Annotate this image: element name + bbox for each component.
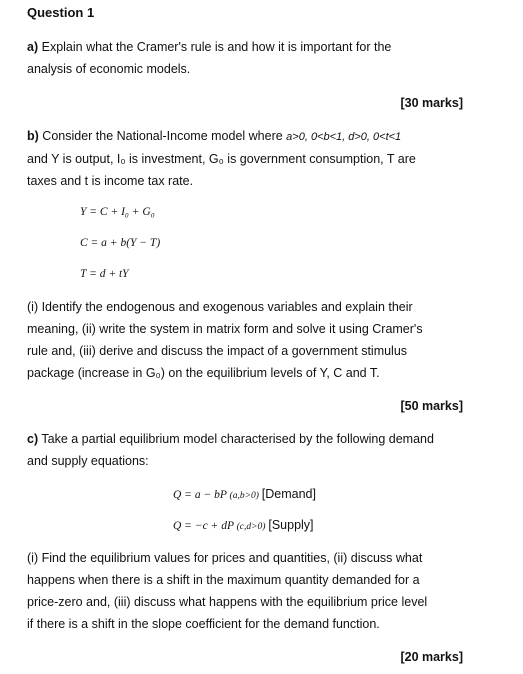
part-c-text bbox=[27, 428, 495, 472]
demand-condition: (a,b>0) bbox=[229, 491, 259, 501]
part-b-marks: [50 marks] bbox=[400, 399, 463, 413]
part-c-task-line3: price-zero and, (iii) discuss what happens with the equilibrium price level bbox=[27, 595, 428, 609]
part-c-line2: and supply equations: bbox=[27, 454, 149, 468]
part-c-task-line1: (i) Find the equilibrium values for prices and quantities, (ii) discuss what bbox=[27, 551, 423, 565]
part-a-label: a) bbox=[27, 40, 39, 54]
equation-demand bbox=[173, 487, 316, 501]
part-a-line1: Explain what the Cramer's rule is and how it is important for the bbox=[41, 40, 392, 54]
supply-math: Q = −c + dP bbox=[173, 520, 234, 532]
part-a-marks: [30 marks] bbox=[400, 96, 463, 110]
part-b-tasks bbox=[27, 296, 495, 384]
part-b-conditions: a>0, 0<b<1, d>0, 0<t<1 bbox=[286, 131, 402, 143]
part-b-task-line1: (i) Identify the endogenous and exogenous variables and explain their bbox=[27, 300, 413, 314]
part-b-task-line4: package (increase in G₀) on the equilibrium levels of Y, C and T. bbox=[27, 366, 380, 380]
question-title: Question 1 bbox=[27, 5, 95, 20]
equation-supply bbox=[173, 518, 314, 532]
part-b-line2: and Y is output, I₀ is investment, G₀ is government consumption, T are bbox=[27, 152, 416, 166]
supply-condition: (c,d>0) bbox=[236, 522, 266, 532]
part-c-marks: [20 marks] bbox=[400, 650, 463, 664]
part-b-line1: Consider the National-Income model where bbox=[42, 129, 287, 143]
equation-taxes: T = d + tY bbox=[80, 268, 129, 280]
supply-tag: [Supply] bbox=[268, 518, 314, 532]
part-b-task-line3: rule and, (iii) derive and discuss the impact of a government stimulus bbox=[27, 344, 408, 358]
equation-income: Y = C + I₀ + G₀ bbox=[80, 206, 155, 218]
demand-tag: [Demand] bbox=[261, 487, 316, 501]
part-a-text bbox=[27, 36, 495, 80]
part-c-line1: Take a partial equilibrium model characterised by the following demand bbox=[41, 432, 434, 446]
part-c-tasks bbox=[27, 547, 495, 635]
part-b-line3: taxes and t is income tax rate. bbox=[27, 174, 194, 188]
part-b-task-line2: meaning, (ii) write the system in matrix form and solve it using Cramer's bbox=[27, 322, 423, 336]
part-c-label: c) bbox=[27, 432, 39, 446]
part-a-line2: analysis of economic models. bbox=[27, 62, 191, 76]
part-c-task-line2: happens when there is a shift in the maximum quantity demanded for a bbox=[27, 573, 420, 587]
part-c-task-line4: if there is a shift in the slope coefficient for the demand function. bbox=[27, 617, 380, 631]
equation-consumption: C = a + b(Y − T) bbox=[80, 237, 161, 249]
part-b-label: b) bbox=[27, 129, 39, 143]
part-b-text bbox=[27, 125, 495, 192]
demand-math: Q = a − bP bbox=[173, 489, 227, 501]
